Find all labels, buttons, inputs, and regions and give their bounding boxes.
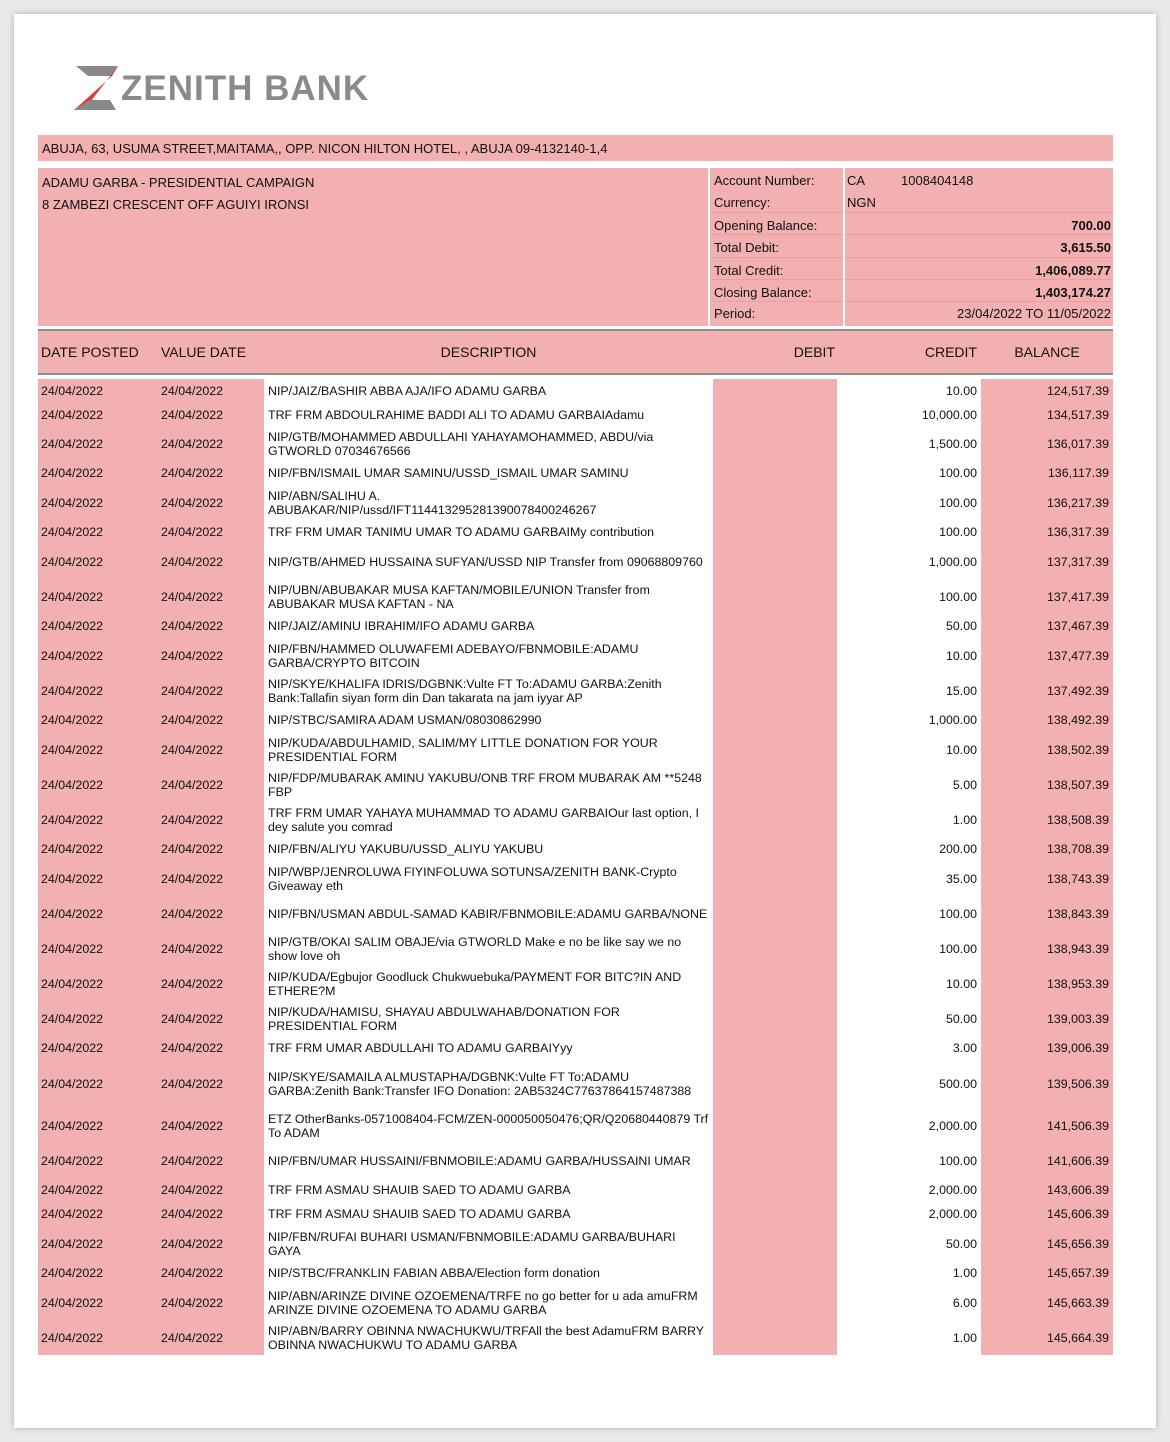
description-cell: TRF FRM UMAR ABDULLAHI TO ADAMU GARBAIYyy bbox=[268, 1041, 573, 1055]
credit-cell: 10.00 bbox=[945, 384, 977, 398]
account-info bbox=[38, 168, 1113, 326]
table-row bbox=[38, 966, 1113, 1001]
balance-cell: 143,606.39 bbox=[1046, 1183, 1109, 1197]
table-row bbox=[38, 403, 1113, 426]
credit-cell: 1,000.00 bbox=[928, 554, 977, 569]
description-cell: NIP/JAIZ/AMINU IBRAHIM/IFO ADAMU GARBA bbox=[268, 619, 535, 633]
balance-cell: 145,606.39 bbox=[1046, 1207, 1109, 1221]
table-row bbox=[38, 426, 1113, 461]
balance-cell: 139,506.39 bbox=[1046, 1077, 1109, 1091]
value-date-cell: 24/04/2022 bbox=[161, 976, 224, 991]
balance-cell: 145,664.39 bbox=[1046, 1330, 1109, 1345]
balance-cell: 137,417.39 bbox=[1046, 589, 1109, 604]
value-date-cell: 24/04/2022 bbox=[161, 619, 224, 633]
date-posted-cell: 24/04/2022 bbox=[41, 713, 104, 727]
customer-block bbox=[38, 168, 708, 326]
date-posted-cell: 24/04/2022 bbox=[41, 1183, 104, 1197]
debit-cell bbox=[713, 1178, 837, 1202]
balance-cell: 134,517.39 bbox=[1046, 407, 1109, 422]
credit-cell: 50.00 bbox=[945, 1011, 977, 1026]
date-posted-cell: 24/04/2022 bbox=[41, 906, 104, 921]
credit-cell: 100.00 bbox=[939, 525, 977, 539]
description-cell: NIP/FBN/HAMMED OLUWAFEMI ADEBAYO/FBNMOBILE:ADAMU GARBA/CRYPTO BITCOIN bbox=[268, 641, 639, 670]
table-row bbox=[38, 1060, 1113, 1108]
date-posted-cell: 24/04/2022 bbox=[41, 466, 104, 480]
credit-cell: 3.00 bbox=[952, 1041, 977, 1055]
table-row bbox=[38, 732, 1113, 767]
credit-cell: 200.00 bbox=[939, 842, 977, 856]
closing-balance: 1,403,174.27 bbox=[1035, 285, 1111, 300]
table-row bbox=[38, 1226, 1113, 1261]
debit-cell bbox=[713, 896, 837, 931]
credit-cell: 10.00 bbox=[945, 742, 977, 757]
date-posted-cell: 24/04/2022 bbox=[41, 1041, 104, 1055]
balance-cell: 139,006.39 bbox=[1046, 1041, 1109, 1055]
description-cell: TRF FRM UMAR TANIMU UMAR TO ADAMU GARBAIMy contribution bbox=[268, 525, 654, 539]
customer-address: 8 ZAMBEZI CRESCENT OFF AGUIYI IRONSI bbox=[42, 197, 310, 212]
table-row bbox=[38, 1036, 1113, 1060]
balance-cell: 138,492.39 bbox=[1046, 713, 1109, 727]
balance-cell: 145,663.39 bbox=[1046, 1295, 1109, 1310]
currency-value: NGN bbox=[847, 195, 876, 210]
debit-cell bbox=[713, 966, 837, 1001]
debit-cell bbox=[713, 544, 837, 579]
date-posted-cell: 24/04/2022 bbox=[41, 619, 104, 633]
debit-cell bbox=[713, 614, 837, 638]
table-row bbox=[38, 1202, 1113, 1226]
opening-balance-label: Opening Balance: bbox=[714, 218, 818, 233]
value-date-cell: 24/04/2022 bbox=[161, 1118, 224, 1133]
date-posted-cell: 24/04/2022 bbox=[41, 1153, 104, 1168]
description-cell: NIP/WBP/JENROLUWA FIYINFOLUWA SOTUNSA/ZENITH BANK-Crypto Giveaway eth bbox=[268, 864, 677, 893]
table-row bbox=[38, 1108, 1113, 1143]
credit-cell: 100.00 bbox=[939, 941, 977, 956]
table-row bbox=[38, 1178, 1113, 1202]
credit-cell: 6.00 bbox=[952, 1295, 977, 1310]
date-posted-cell: 24/04/2022 bbox=[41, 842, 104, 856]
description-cell: NIP/ABN/BARRY OBINNA NWACHUKWU/TRFAll the best AdamuFRM BARRY OBINNA NWACHUKWU TO ADAMU GARBA bbox=[268, 1323, 704, 1352]
table-row bbox=[38, 708, 1113, 732]
balance-cell: 138,843.39 bbox=[1046, 906, 1109, 921]
table-row bbox=[38, 1320, 1113, 1355]
value-date-cell: 24/04/2022 bbox=[161, 495, 224, 510]
table-row bbox=[38, 638, 1113, 673]
zenith-z-icon bbox=[72, 62, 120, 114]
value-date-cell: 24/04/2022 bbox=[161, 742, 224, 757]
credit-cell: 100.00 bbox=[939, 1153, 977, 1168]
value-date-cell: 24/04/2022 bbox=[161, 436, 224, 451]
balance-cell: 141,606.39 bbox=[1046, 1153, 1109, 1168]
balance-cell: 136,017.39 bbox=[1046, 436, 1109, 451]
date-posted-cell: 24/04/2022 bbox=[41, 1077, 104, 1091]
credit-cell: 50.00 bbox=[945, 1236, 977, 1251]
description-cell: NIP/FBN/UMAR HUSSAINI/FBNMOBILE:ADAMU GARBA/HUSSAINI UMAR bbox=[268, 1153, 691, 1168]
balance-cell: 137,477.39 bbox=[1046, 648, 1109, 663]
debit-cell bbox=[713, 579, 837, 614]
table-row bbox=[38, 931, 1113, 966]
date-posted-cell: 24/04/2022 bbox=[41, 976, 104, 991]
date-posted-cell: 24/04/2022 bbox=[41, 554, 104, 569]
debit-cell bbox=[713, 1060, 837, 1108]
credit-cell: 1.00 bbox=[952, 812, 977, 827]
description-cell: NIP/GTB/OKAI SALIM OBAJE/via GTWORLD Make e no be like say we no show love oh bbox=[268, 934, 682, 963]
credit-cell: 10.00 bbox=[945, 976, 977, 991]
table-row bbox=[38, 1001, 1113, 1036]
summary-values bbox=[845, 168, 1113, 326]
statement-page bbox=[14, 14, 1156, 1428]
value-date-cell: 24/04/2022 bbox=[161, 1207, 224, 1221]
credit-cell: 2,000.00 bbox=[928, 1118, 977, 1133]
debit-cell bbox=[713, 1226, 837, 1261]
description-cell: NIP/FBN/USMAN ABDUL-SAMAD KABIR/FBNMOBILE:ADAMU GARBA/NONE bbox=[268, 906, 708, 921]
credit-cell: 1.00 bbox=[952, 1330, 977, 1345]
total-debit: 3,615.50 bbox=[1060, 240, 1111, 255]
col-description: DESCRIPTION bbox=[440, 344, 537, 360]
description-cell: NIP/SKYE/KHALIFA IDRIS/DGBNK:Vulte FT To:ADAMU GARBA:Zenith Bank:Tallafin siyan form din Dan takarata na jam iyyar AP bbox=[268, 676, 662, 705]
closing-balance-label: Closing Balance: bbox=[714, 285, 812, 300]
date-posted-cell: 24/04/2022 bbox=[41, 812, 104, 827]
balance-cell: 138,743.39 bbox=[1046, 871, 1109, 886]
debit-cell bbox=[713, 1143, 837, 1178]
description-cell: NIP/FBN/ISMAIL UMAR SAMINU/USSD_ISMAIL UMAR SAMINU bbox=[268, 466, 629, 480]
value-date-cell: 24/04/2022 bbox=[161, 525, 224, 539]
total-credit-label: Total Credit: bbox=[714, 263, 784, 278]
debit-cell bbox=[713, 767, 837, 802]
credit-cell: 10.00 bbox=[945, 648, 977, 663]
account-number-label: Account Number: bbox=[714, 173, 815, 188]
date-posted-cell: 24/04/2022 bbox=[41, 495, 104, 510]
description-cell: NIP/ABN/ARINZE DIVINE OZOEMENA/TRFE no go better for u ada amuFRM ARINZE DIVINE OZOEMENA TO ADAMU GARBA bbox=[268, 1288, 698, 1317]
description-cell: NIP/KUDA/HAMISU, SHAYAU ABDULWAHAB/DONATION FOR PRESIDENTIAL FORM bbox=[268, 1004, 620, 1033]
credit-cell: 100.00 bbox=[939, 495, 977, 510]
description-cell: TRF FRM ASMAU SHAUIB SAED TO ADAMU GARBA bbox=[268, 1207, 571, 1221]
value-date-cell: 24/04/2022 bbox=[161, 812, 224, 827]
debit-cell bbox=[713, 485, 837, 520]
balance-cell: 145,656.39 bbox=[1046, 1236, 1109, 1251]
date-posted-cell: 24/04/2022 bbox=[41, 589, 104, 604]
total-credit: 1,406,089.77 bbox=[1035, 263, 1111, 278]
col-balance: BALANCE bbox=[1014, 344, 1080, 360]
opening-balance: 700.00 bbox=[1071, 218, 1111, 233]
table-row bbox=[38, 1261, 1113, 1285]
description-cell: ETZ OtherBanks-0571008404-FCM/ZEN-000050050476;QR/Q20680440879 Trf To ADAM bbox=[268, 1111, 709, 1140]
description-cell: NIP/FDP/MUBARAK AMINU YAKUBU/ONB TRF FROM MUBARAK AM **5248 FBP bbox=[268, 770, 702, 799]
account-number: 1008404148 bbox=[901, 173, 974, 188]
table-header bbox=[38, 329, 1113, 375]
date-posted-cell: 24/04/2022 bbox=[41, 1330, 104, 1345]
debit-cell bbox=[713, 1036, 837, 1060]
date-posted-cell: 24/04/2022 bbox=[41, 384, 104, 398]
credit-cell: 100.00 bbox=[939, 906, 977, 921]
date-posted-cell: 24/04/2022 bbox=[41, 407, 104, 422]
value-date-cell: 24/04/2022 bbox=[161, 906, 224, 921]
description-cell: NIP/UBN/ABUBAKAR MUSA KAFTAN/MOBILE/UNION Transfer from ABUBAKAR MUSA KAFTAN - NA bbox=[268, 582, 650, 611]
description-cell: NIP/KUDA/ABDULHAMID, SALIM/MY LITTLE DONATION FOR YOUR PRESIDENTIAL FORM bbox=[268, 735, 658, 764]
description-cell: NIP/KUDA/Egbujor Goodluck Chukwuebuka/PAYMENT FOR BITC?IN AND ETHERE?M bbox=[268, 969, 682, 998]
balance-cell: 138,507.39 bbox=[1046, 777, 1109, 792]
date-posted-cell: 24/04/2022 bbox=[41, 1118, 104, 1133]
table-row bbox=[38, 896, 1113, 931]
balance-cell: 136,317.39 bbox=[1046, 525, 1109, 539]
debit-cell bbox=[713, 461, 837, 485]
table-row bbox=[38, 837, 1113, 861]
debit-cell bbox=[713, 673, 837, 708]
table-row bbox=[38, 614, 1113, 638]
col-date-posted: DATE POSTED bbox=[41, 344, 139, 360]
description-cell: TRF FRM UMAR YAHAYA MUHAMMAD TO ADAMU GARBAIOur last option, I dey salute you comrad bbox=[268, 805, 699, 834]
date-posted-cell: 24/04/2022 bbox=[41, 1236, 104, 1251]
value-date-cell: 24/04/2022 bbox=[161, 1041, 224, 1055]
credit-cell: 2,000.00 bbox=[928, 1207, 977, 1221]
date-posted-cell: 24/04/2022 bbox=[41, 871, 104, 886]
value-date-cell: 24/04/2022 bbox=[161, 554, 224, 569]
date-posted-cell: 24/04/2022 bbox=[41, 742, 104, 757]
total-debit-label: Total Debit: bbox=[714, 240, 780, 255]
value-date-cell: 24/04/2022 bbox=[161, 384, 224, 398]
debit-cell bbox=[713, 426, 837, 461]
credit-cell: 5.00 bbox=[952, 777, 977, 792]
balance-cell: 124,517.39 bbox=[1046, 384, 1109, 398]
description-cell: NIP/JAIZ/BASHIR ABBA AJA/IFO ADAMU GARBA bbox=[268, 384, 547, 398]
transactions-grid bbox=[38, 379, 1113, 1355]
balance-cell: 138,943.39 bbox=[1046, 941, 1109, 956]
table-row bbox=[38, 461, 1113, 485]
bank-name: ZENITH BANK bbox=[121, 68, 370, 108]
balance-cell: 138,502.39 bbox=[1046, 742, 1109, 757]
summary-labels bbox=[710, 168, 843, 326]
debit-cell bbox=[713, 931, 837, 966]
credit-cell: 35.00 bbox=[945, 871, 977, 886]
debit-cell bbox=[713, 802, 837, 837]
balance-cell: 137,317.39 bbox=[1046, 554, 1109, 569]
debit-cell bbox=[713, 708, 837, 732]
description-cell: NIP/GTB/MOHAMMED ABDULLAHI YAHAYAMOHAMMED, ABDU/via GTWORLD 07034676566 bbox=[268, 429, 654, 458]
value-date-cell: 24/04/2022 bbox=[161, 466, 224, 480]
date-posted-cell: 24/04/2022 bbox=[41, 1011, 104, 1026]
debit-cell bbox=[713, 861, 837, 896]
debit-cell bbox=[713, 403, 837, 426]
description-cell: TRF FRM ASMAU SHAUIB SAED TO ADAMU GARBA bbox=[268, 1183, 571, 1197]
value-date-cell: 24/04/2022 bbox=[161, 1330, 224, 1345]
table-row bbox=[38, 1285, 1113, 1320]
balance-cell: 145,657.39 bbox=[1046, 1266, 1109, 1280]
balance-cell: 138,953.39 bbox=[1046, 976, 1109, 991]
description-cell: NIP/STBC/SAMIRA ADAM USMAN/08030862990 bbox=[268, 713, 542, 727]
credit-cell: 15.00 bbox=[945, 683, 977, 698]
value-date-cell: 24/04/2022 bbox=[161, 683, 224, 698]
table-row bbox=[38, 767, 1113, 802]
currency-label: Currency: bbox=[714, 195, 771, 210]
table-row bbox=[38, 802, 1113, 837]
account-type: CA bbox=[847, 173, 866, 188]
branch-address: ABUJA, 63, USUMA STREET,MAITAMA,, OPP. NICON HILTON HOTEL, , ABUJA 09-4132140-1,4 bbox=[38, 135, 1113, 161]
debit-cell bbox=[713, 379, 837, 403]
value-date-cell: 24/04/2022 bbox=[161, 713, 224, 727]
description-cell: NIP/SKYE/SAMAILA ALMUSTAPHA/DGBNK:Vulte FT To:ADAMU GARBA:Zenith Bank:Transfer IFO Donation: 2AB5324C77637864157487388 bbox=[268, 1070, 692, 1098]
value-date-cell: 24/04/2022 bbox=[161, 941, 224, 956]
value-date-cell: 24/04/2022 bbox=[161, 589, 224, 604]
date-posted-cell: 24/04/2022 bbox=[41, 1207, 104, 1221]
date-posted-cell: 24/04/2022 bbox=[41, 525, 104, 539]
value-date-cell: 24/04/2022 bbox=[161, 871, 224, 886]
table-row bbox=[38, 1143, 1113, 1178]
value-date-cell: 24/04/2022 bbox=[161, 1183, 224, 1197]
description-cell: NIP/STBC/FRANKLIN FABIAN ABBA/Election form donation bbox=[268, 1266, 600, 1280]
debit-cell bbox=[713, 520, 837, 544]
description-cell: NIP/ABN/SALIHU A. ABUBAKAR/NIP/ussd/IFT114413295281390078400246267 bbox=[268, 488, 597, 517]
value-date-cell: 24/04/2022 bbox=[161, 1295, 224, 1310]
balance-cell: 139,003.39 bbox=[1046, 1011, 1109, 1026]
date-posted-cell: 24/04/2022 bbox=[41, 1295, 104, 1310]
description-cell: TRF FRM ABDOULRAHIME BADDI ALI TO ADAMU GARBAIAdamu bbox=[268, 407, 645, 422]
zenith-bank-logo bbox=[72, 60, 369, 116]
col-debit: DEBIT bbox=[793, 344, 835, 360]
table-row bbox=[38, 544, 1113, 579]
date-posted-cell: 24/04/2022 bbox=[41, 777, 104, 792]
table-row bbox=[38, 861, 1113, 896]
table-row bbox=[38, 379, 1113, 403]
value-date-cell: 24/04/2022 bbox=[161, 1153, 224, 1168]
debit-cell bbox=[713, 1261, 837, 1285]
credit-cell: 1,000.00 bbox=[928, 713, 977, 727]
debit-cell bbox=[713, 837, 837, 861]
balance-cell: 141,506.39 bbox=[1046, 1118, 1109, 1133]
debit-cell bbox=[713, 1320, 837, 1355]
value-date-cell: 24/04/2022 bbox=[161, 1011, 224, 1026]
value-date-cell: 24/04/2022 bbox=[161, 777, 224, 792]
balance-cell: 136,217.39 bbox=[1046, 495, 1109, 510]
credit-cell: 500.00 bbox=[939, 1077, 977, 1091]
debit-cell bbox=[713, 1285, 837, 1320]
date-posted-cell: 24/04/2022 bbox=[41, 436, 104, 451]
period-label: Period: bbox=[714, 306, 756, 321]
debit-cell bbox=[713, 638, 837, 673]
description-cell: NIP/FBN/ALIYU YAKUBU/USSD_ALIYU YAKUBU bbox=[268, 842, 544, 856]
credit-cell: 100.00 bbox=[939, 589, 977, 604]
debit-cell bbox=[713, 1202, 837, 1226]
credit-cell: 1,500.00 bbox=[928, 436, 977, 451]
credit-cell: 100.00 bbox=[939, 466, 977, 480]
table-row bbox=[38, 579, 1113, 614]
value-date-cell: 24/04/2022 bbox=[161, 1266, 224, 1280]
debit-cell bbox=[713, 1001, 837, 1036]
balance-cell: 138,708.39 bbox=[1046, 842, 1109, 856]
description-cell: NIP/FBN/RUFAI BUHARI USMAN/FBNMOBILE:ADAMU GARBA/BUHARI GAYA bbox=[268, 1229, 676, 1258]
debit-cell bbox=[713, 732, 837, 767]
table-row bbox=[38, 520, 1113, 544]
date-posted-cell: 24/04/2022 bbox=[41, 648, 104, 663]
col-credit: CREDIT bbox=[924, 344, 977, 360]
date-posted-cell: 24/04/2022 bbox=[41, 683, 104, 698]
balance-cell: 137,492.39 bbox=[1046, 683, 1109, 698]
description-cell: NIP/GTB/AHMED HUSSAINA SUFYAN/USSD NIP Transfer from 09068809760 bbox=[268, 554, 703, 569]
balance-cell: 137,467.39 bbox=[1046, 619, 1109, 633]
value-date-cell: 24/04/2022 bbox=[161, 407, 224, 422]
debit-cell bbox=[713, 1108, 837, 1143]
credit-cell: 50.00 bbox=[945, 619, 977, 633]
credit-cell: 10,000.00 bbox=[921, 407, 977, 422]
credit-cell: 2,000.00 bbox=[928, 1183, 977, 1197]
col-value-date: VALUE DATE bbox=[161, 344, 247, 360]
value-date-cell: 24/04/2022 bbox=[161, 1236, 224, 1251]
value-date-cell: 24/04/2022 bbox=[161, 648, 224, 663]
date-posted-cell: 24/04/2022 bbox=[41, 941, 104, 956]
statement-period: 23/04/2022 TO 11/05/2022 bbox=[957, 306, 1111, 321]
date-posted-cell: 24/04/2022 bbox=[41, 1266, 104, 1280]
customer-name: ADAMU GARBA - PRESIDENTIAL CAMPAIGN bbox=[42, 175, 315, 190]
balance-cell: 138,508.39 bbox=[1046, 812, 1109, 827]
table-row bbox=[38, 485, 1113, 520]
table-row bbox=[38, 673, 1113, 708]
value-date-cell: 24/04/2022 bbox=[161, 842, 224, 856]
value-date-cell: 24/04/2022 bbox=[161, 1077, 224, 1091]
balance-cell: 136,117.39 bbox=[1047, 466, 1109, 480]
credit-cell: 1.00 bbox=[952, 1266, 977, 1280]
